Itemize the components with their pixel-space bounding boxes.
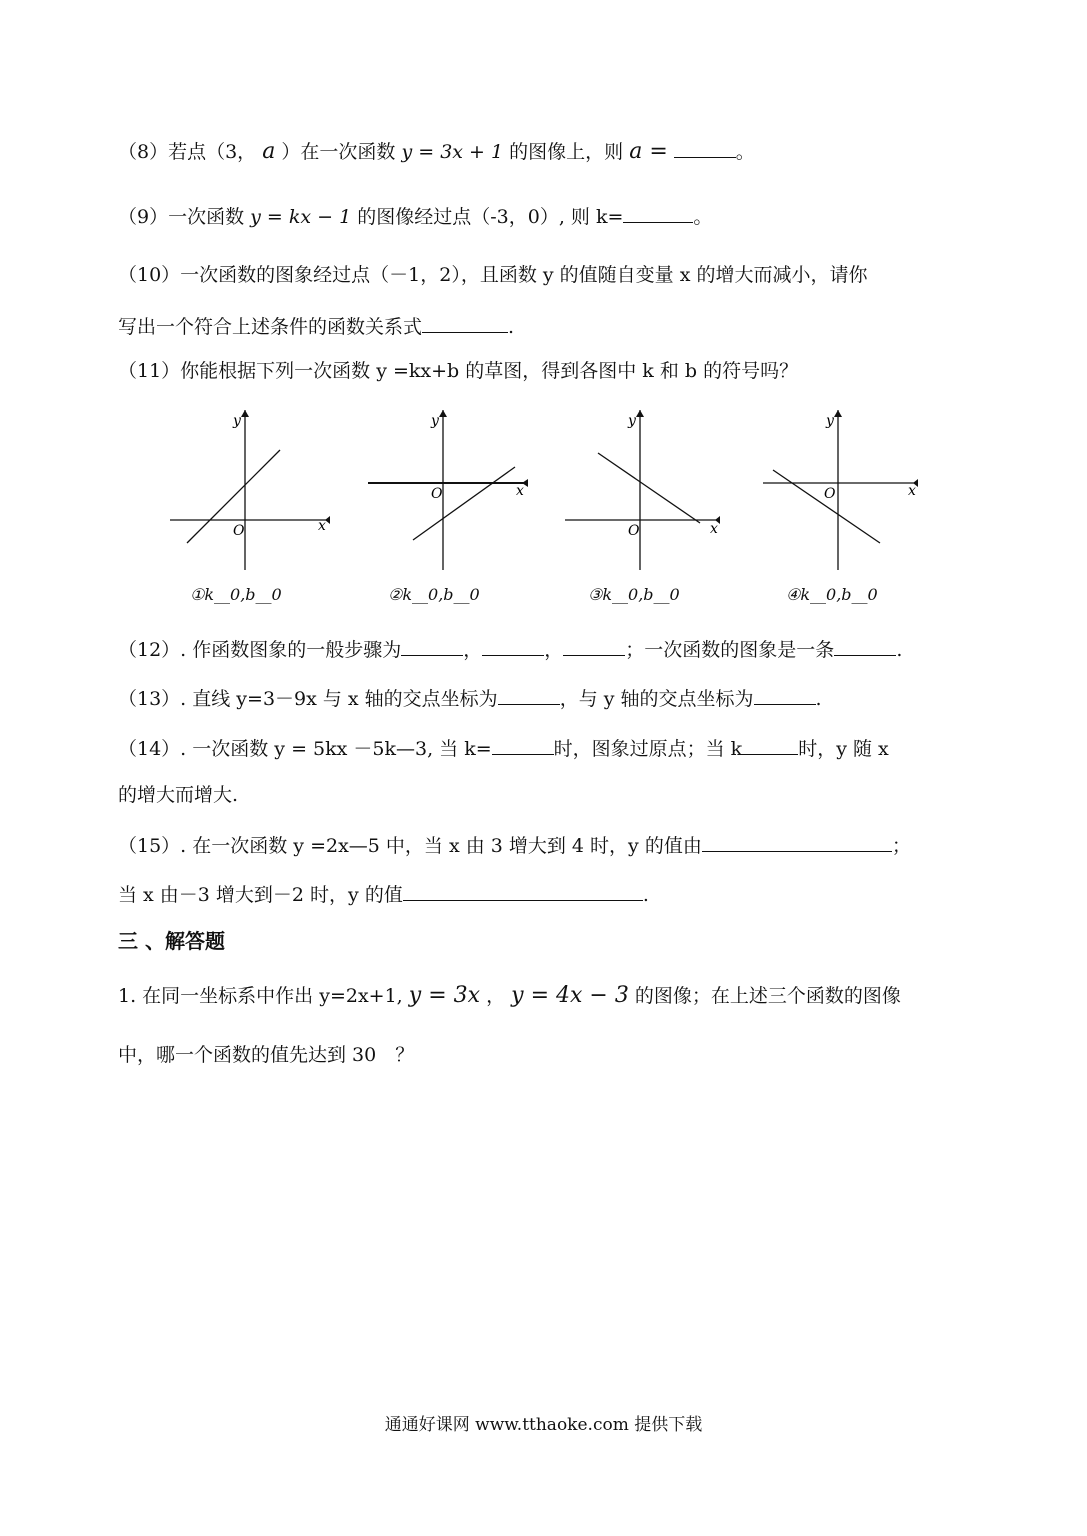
q8-var-a: a bbox=[262, 139, 276, 164]
graph-2-x-label: x bbox=[516, 483, 524, 499]
graph-2-line bbox=[413, 467, 515, 540]
q15-blank-1[interactable] bbox=[702, 831, 892, 852]
q12-blank-1[interactable] bbox=[401, 635, 463, 656]
p1-text-a: 1. 在同一坐标系中作出 y=2x+1, bbox=[118, 985, 403, 1007]
q15-end: . bbox=[642, 884, 649, 906]
graph-2-origin: O bbox=[431, 486, 443, 502]
q10-end: . bbox=[508, 316, 515, 338]
graph-1-y-arrow bbox=[241, 410, 249, 417]
graph-1-x-label: x bbox=[318, 518, 326, 534]
graph-4-y-label: y bbox=[826, 413, 834, 429]
q8-text-a: （8）若点（3， bbox=[118, 141, 257, 163]
p1-text-b: 的图像；在上述三个函数的图像 bbox=[634, 985, 901, 1007]
q14-blank-1[interactable] bbox=[492, 734, 554, 755]
q13-blank-2[interactable] bbox=[754, 684, 816, 705]
q13-text-a: （13）. 直线 y=3－9x 与 x 轴的交点坐标为 bbox=[118, 688, 498, 710]
graph-1-caption: ①k__0,b__0 bbox=[190, 585, 282, 604]
q9-answer-blank[interactable] bbox=[623, 202, 693, 223]
graph-4-x-label: x bbox=[908, 483, 916, 499]
q8-answer-blank[interactable] bbox=[674, 137, 736, 158]
graph-4-caption: ④k__0,b__0 bbox=[786, 585, 878, 604]
q12-sep-1: ， bbox=[463, 639, 483, 661]
q15-blank-2[interactable] bbox=[403, 880, 643, 901]
q8-var-a2: a = bbox=[629, 139, 668, 164]
q12-end: . bbox=[896, 639, 903, 661]
q13-text-b: ，与 y 轴的交点坐标为 bbox=[559, 688, 754, 710]
q14-text-a: （14）. 一次函数 y = 5kx －5k—3, 当 k= bbox=[118, 738, 492, 760]
question-10-line1: （10）一次函数的图象经过点（－1，2），且函数 y 的值随自变量 x 的增大而减小，请你 bbox=[118, 264, 868, 286]
q15-text-b: ； bbox=[891, 835, 911, 857]
question-14-line2: 的增大而增大. bbox=[118, 784, 239, 806]
problem-1-line2: 中，哪一个函数的值先达到 30 ？ bbox=[118, 1044, 415, 1066]
q8-text-c: 的图像上，则 bbox=[509, 141, 624, 163]
question-9 bbox=[118, 202, 712, 230]
graph-1-y-label: y bbox=[233, 413, 241, 429]
q13-blank-1[interactable] bbox=[498, 684, 560, 705]
q12-blank-3[interactable] bbox=[563, 635, 625, 656]
graph-4-origin: O bbox=[824, 486, 836, 502]
q8-text-b: ）在一次函数 bbox=[281, 141, 396, 163]
graph-1 bbox=[165, 405, 340, 575]
q8-equation: y = 3x + 1 bbox=[401, 141, 504, 163]
q9-text-b: 的图像经过点（-3，0）, 则 k= bbox=[357, 206, 624, 228]
graph-2-caption: ②k__0,b__0 bbox=[388, 585, 480, 604]
q12-blank-2[interactable] bbox=[482, 635, 544, 656]
p1-equation-2: y = 4x − 3 bbox=[511, 983, 629, 1008]
problem-1-line1 bbox=[118, 983, 901, 1009]
graph-3 bbox=[560, 405, 735, 575]
q14-text-b: 时，图象过原点；当 k bbox=[553, 738, 743, 760]
section-heading: 三 、解答题 bbox=[118, 929, 225, 953]
graph-2 bbox=[363, 405, 538, 575]
question-13 bbox=[118, 684, 822, 712]
graph-3-line bbox=[598, 453, 700, 523]
question-12 bbox=[118, 635, 902, 663]
question-15-line2 bbox=[118, 880, 649, 908]
graph-3-y-label: y bbox=[628, 413, 636, 429]
graph-3-y-arrow bbox=[636, 410, 644, 417]
q15-text-c: 当 x 由－3 增大到－2 时，y 的值 bbox=[118, 884, 403, 906]
q13-end: . bbox=[815, 688, 822, 710]
question-11: （11）你能根据下列一次函数 y =kx+b 的草图，得到各图中 k 和 b 的符号吗？ bbox=[118, 360, 799, 382]
q9-text-a: （9）一次函数 bbox=[118, 206, 245, 228]
q12-text-a: （12）. 作函数图象的一般步骤为 bbox=[118, 639, 402, 661]
q12-sep-2: ， bbox=[544, 639, 564, 661]
question-10-line2 bbox=[118, 312, 514, 340]
q10-answer-blank[interactable] bbox=[422, 312, 508, 333]
q12-text-b: ；一次函数的图象是一条 bbox=[625, 639, 835, 661]
graph-3-x-label: x bbox=[710, 521, 718, 537]
q9-end: 。 bbox=[693, 206, 713, 228]
q12-blank-4[interactable] bbox=[834, 635, 896, 656]
question-8 bbox=[118, 137, 755, 165]
graph-4-line bbox=[773, 470, 880, 543]
graph-2-y-arrow bbox=[439, 410, 447, 417]
graph-4 bbox=[758, 405, 933, 575]
q9-equation: y = kx − 1 bbox=[250, 206, 352, 228]
q15-text-a: （15）. 在一次函数 y =2x—5 中，当 x 由 3 增大到 4 时，y 的值由 bbox=[118, 835, 702, 857]
q10-text: 写出一个符合上述条件的函数关系式 bbox=[118, 316, 423, 338]
graph-3-caption: ③k__0,b__0 bbox=[588, 585, 680, 604]
graph-2-y-label: y bbox=[431, 413, 439, 429]
page-footer: 通通好课网 www.tthaoke.com 提供下载 bbox=[384, 1415, 703, 1435]
graph-4-y-arrow bbox=[834, 410, 842, 417]
question-15-line1 bbox=[118, 831, 911, 859]
p1-equation-1: y = 3x bbox=[408, 983, 481, 1008]
p1-sep: ， bbox=[486, 985, 506, 1007]
question-14-line1 bbox=[118, 734, 889, 762]
graph-1-origin: O bbox=[233, 523, 245, 539]
q14-text-c: 时，y 随 x bbox=[798, 738, 889, 760]
q14-blank-2[interactable] bbox=[742, 734, 798, 755]
graph-3-origin: O bbox=[628, 523, 640, 539]
q8-end: 。 bbox=[735, 141, 755, 163]
